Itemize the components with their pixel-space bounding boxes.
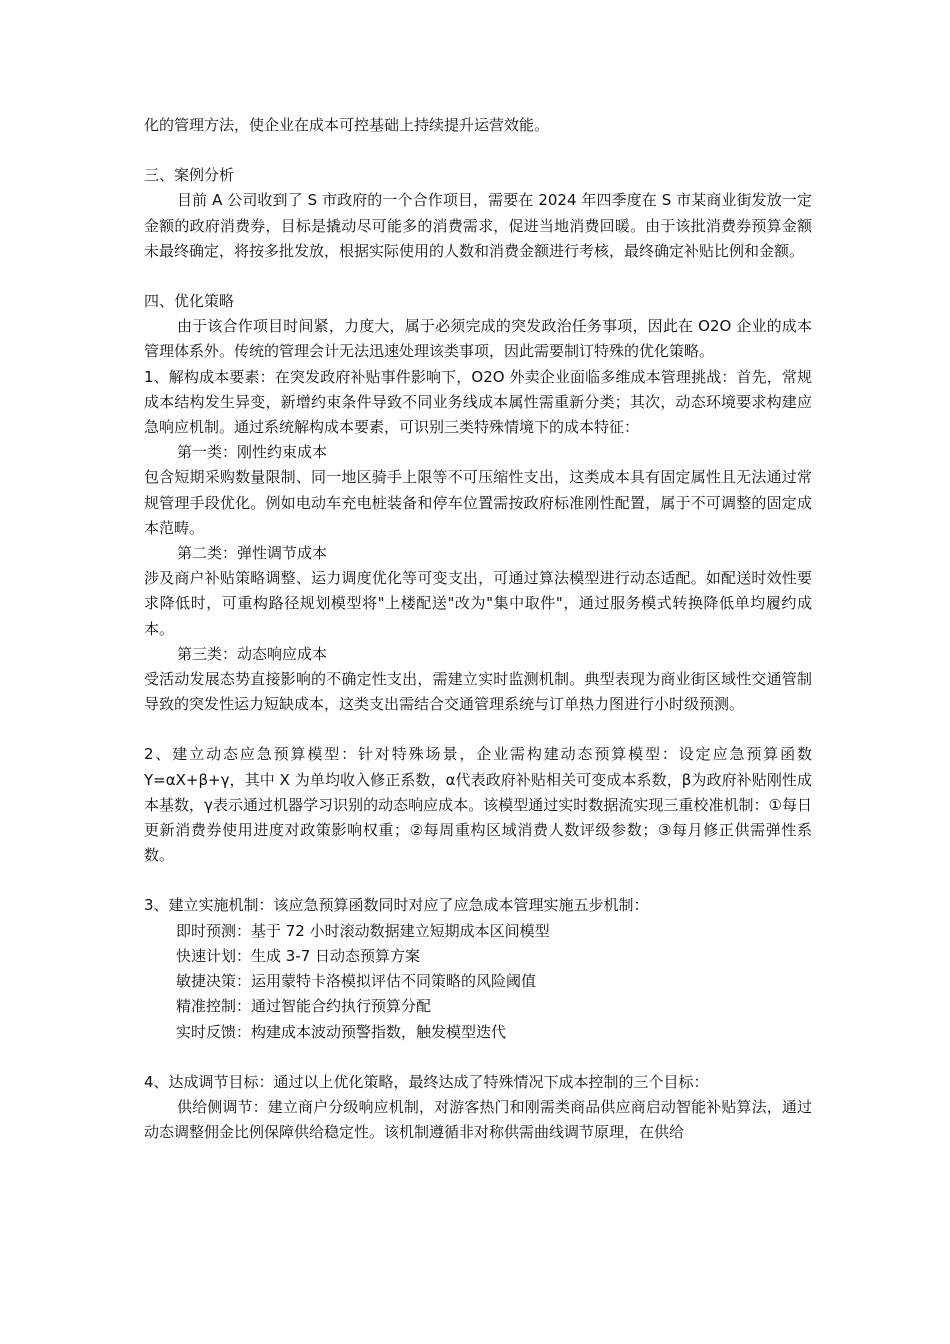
step-item: 快速计划：生成 3-7 日动态预算方案	[176, 946, 421, 965]
item-4-paragraph: 4、达成调节目标：通过以上优化策略，最终达成了特殊情况下成本控制的三个目标：	[144, 1072, 709, 1091]
step-item: 精准控制：通过智能合约执行预算分配	[176, 997, 432, 1016]
category-1-title: 第一类：刚性约束成本	[177, 443, 328, 462]
document-page	[144, 113, 812, 1145]
category-2-title: 第二类：弹性调节成本	[177, 544, 328, 563]
step-item: 实时反馈：构建成本波动预警指数，触发模型迭代	[176, 1022, 507, 1041]
item-1-paragraph: 1、解构成本要素：在突发政府补贴事件影响下，O2O 外卖企业面临多维成本管理挑战：首先，常规成本结构发生异变，新增约束条件导致不同业务线成本属性需重新分类；其次，动态环境要求构建应急响应机制。通过系统解构成本要素，可识别三类特殊情境下的成本特征：	[144, 367, 812, 437]
section-3-paragraph: 目前 A 公司收到了 S 市政府的一个合作项目，需要在 2024 年四季度在 S 市某商业街发放一定金额的政府消费券，目标是撬动尽可能多的消费需求，促进当地消费回暖。由于该批消费券预算金额未最终确定，将按多批发放，根据实际使用的人数和消费金额进行考核，最终确定补贴比例和金额。	[144, 191, 812, 260]
step-item: 敏捷决策：运用蒙特卡洛模拟评估不同策略的风险阈值	[176, 972, 537, 991]
section-4-paragraph: 由于该合作项目时间紧，力度大，属于必须完成的突发政治任务事项，因此在 O2O 企业的成本管理体系外。传统的管理会计无法迅速处理该类事项，因此需要制订特殊的优化策略。	[144, 317, 812, 361]
step-item: 即时预测：基于 72 小时滚动数据建立短期成本区间模型	[176, 921, 550, 940]
section-3-title: 三、案例分析	[144, 166, 235, 185]
supply-side-paragraph: 供给侧调节：建立商户分级响应机制，对游客热门和刚需类商品供应商启动智能补贴算法，通过动态调整佣金比例保障供给稳定性。该机制遵循非对称供需曲线调节原理，在供给	[144, 1097, 812, 1142]
section-4-title: 四、优化策略	[144, 292, 235, 311]
category-3-text: 受活动发展态势直接影响的不确定性支出，需建立实时监测机制。典型表现为商业街区域性交通管制导致的突发性运力短缺成本，这类支出需结合交通管理系统与订单热力图进行小时级预测。	[144, 670, 812, 714]
category-2-text: 涉及商户补贴策略调整、运力调度优化等可变支出，可通过算法模型进行动态适配。如配送时效性要求降低时，可重构路径规划模型将"上楼配送"改为"集中取件"，通过服务模式转换降低单均履约成本。	[144, 569, 812, 638]
item-3-paragraph: 3、建立实施机制：该应急预算函数同时对应了应急成本管理实施五步机制：	[144, 896, 649, 915]
item-2-paragraph: 2、建立动态应急预算模型：针对特殊场景，企业需构建动态预算模型：设定应急预算函数 Y=αX+β+γ，其中 X 为单均收入修正系数，α代表政府补贴相关可变成本系数，β为政府补贴刚性成本基数，γ表示通过机器学习识别的动态响应成本。该模型通过实时数据流实现三重校准机制：①每日更新消费券使用进度对政策影响权重；②每周重构区域消费人数评级参数；③每月修正供需弹性系数。	[144, 745, 812, 865]
category-3-title: 第三类：动态响应成本	[177, 644, 328, 663]
intro-tail: 化的管理方法，使企业在成本可控基础上持续提升运营效能。	[144, 116, 550, 134]
category-1-text: 包含短期采购数量限制、同一地区骑手上限等不可压缩性支出，这类成本具有固定属性且无法通过常规管理手段优化。例如电动车充电桩装备和停车位置需按政府标准刚性配置，属于不可调整的固定成本范畴。	[144, 468, 812, 537]
